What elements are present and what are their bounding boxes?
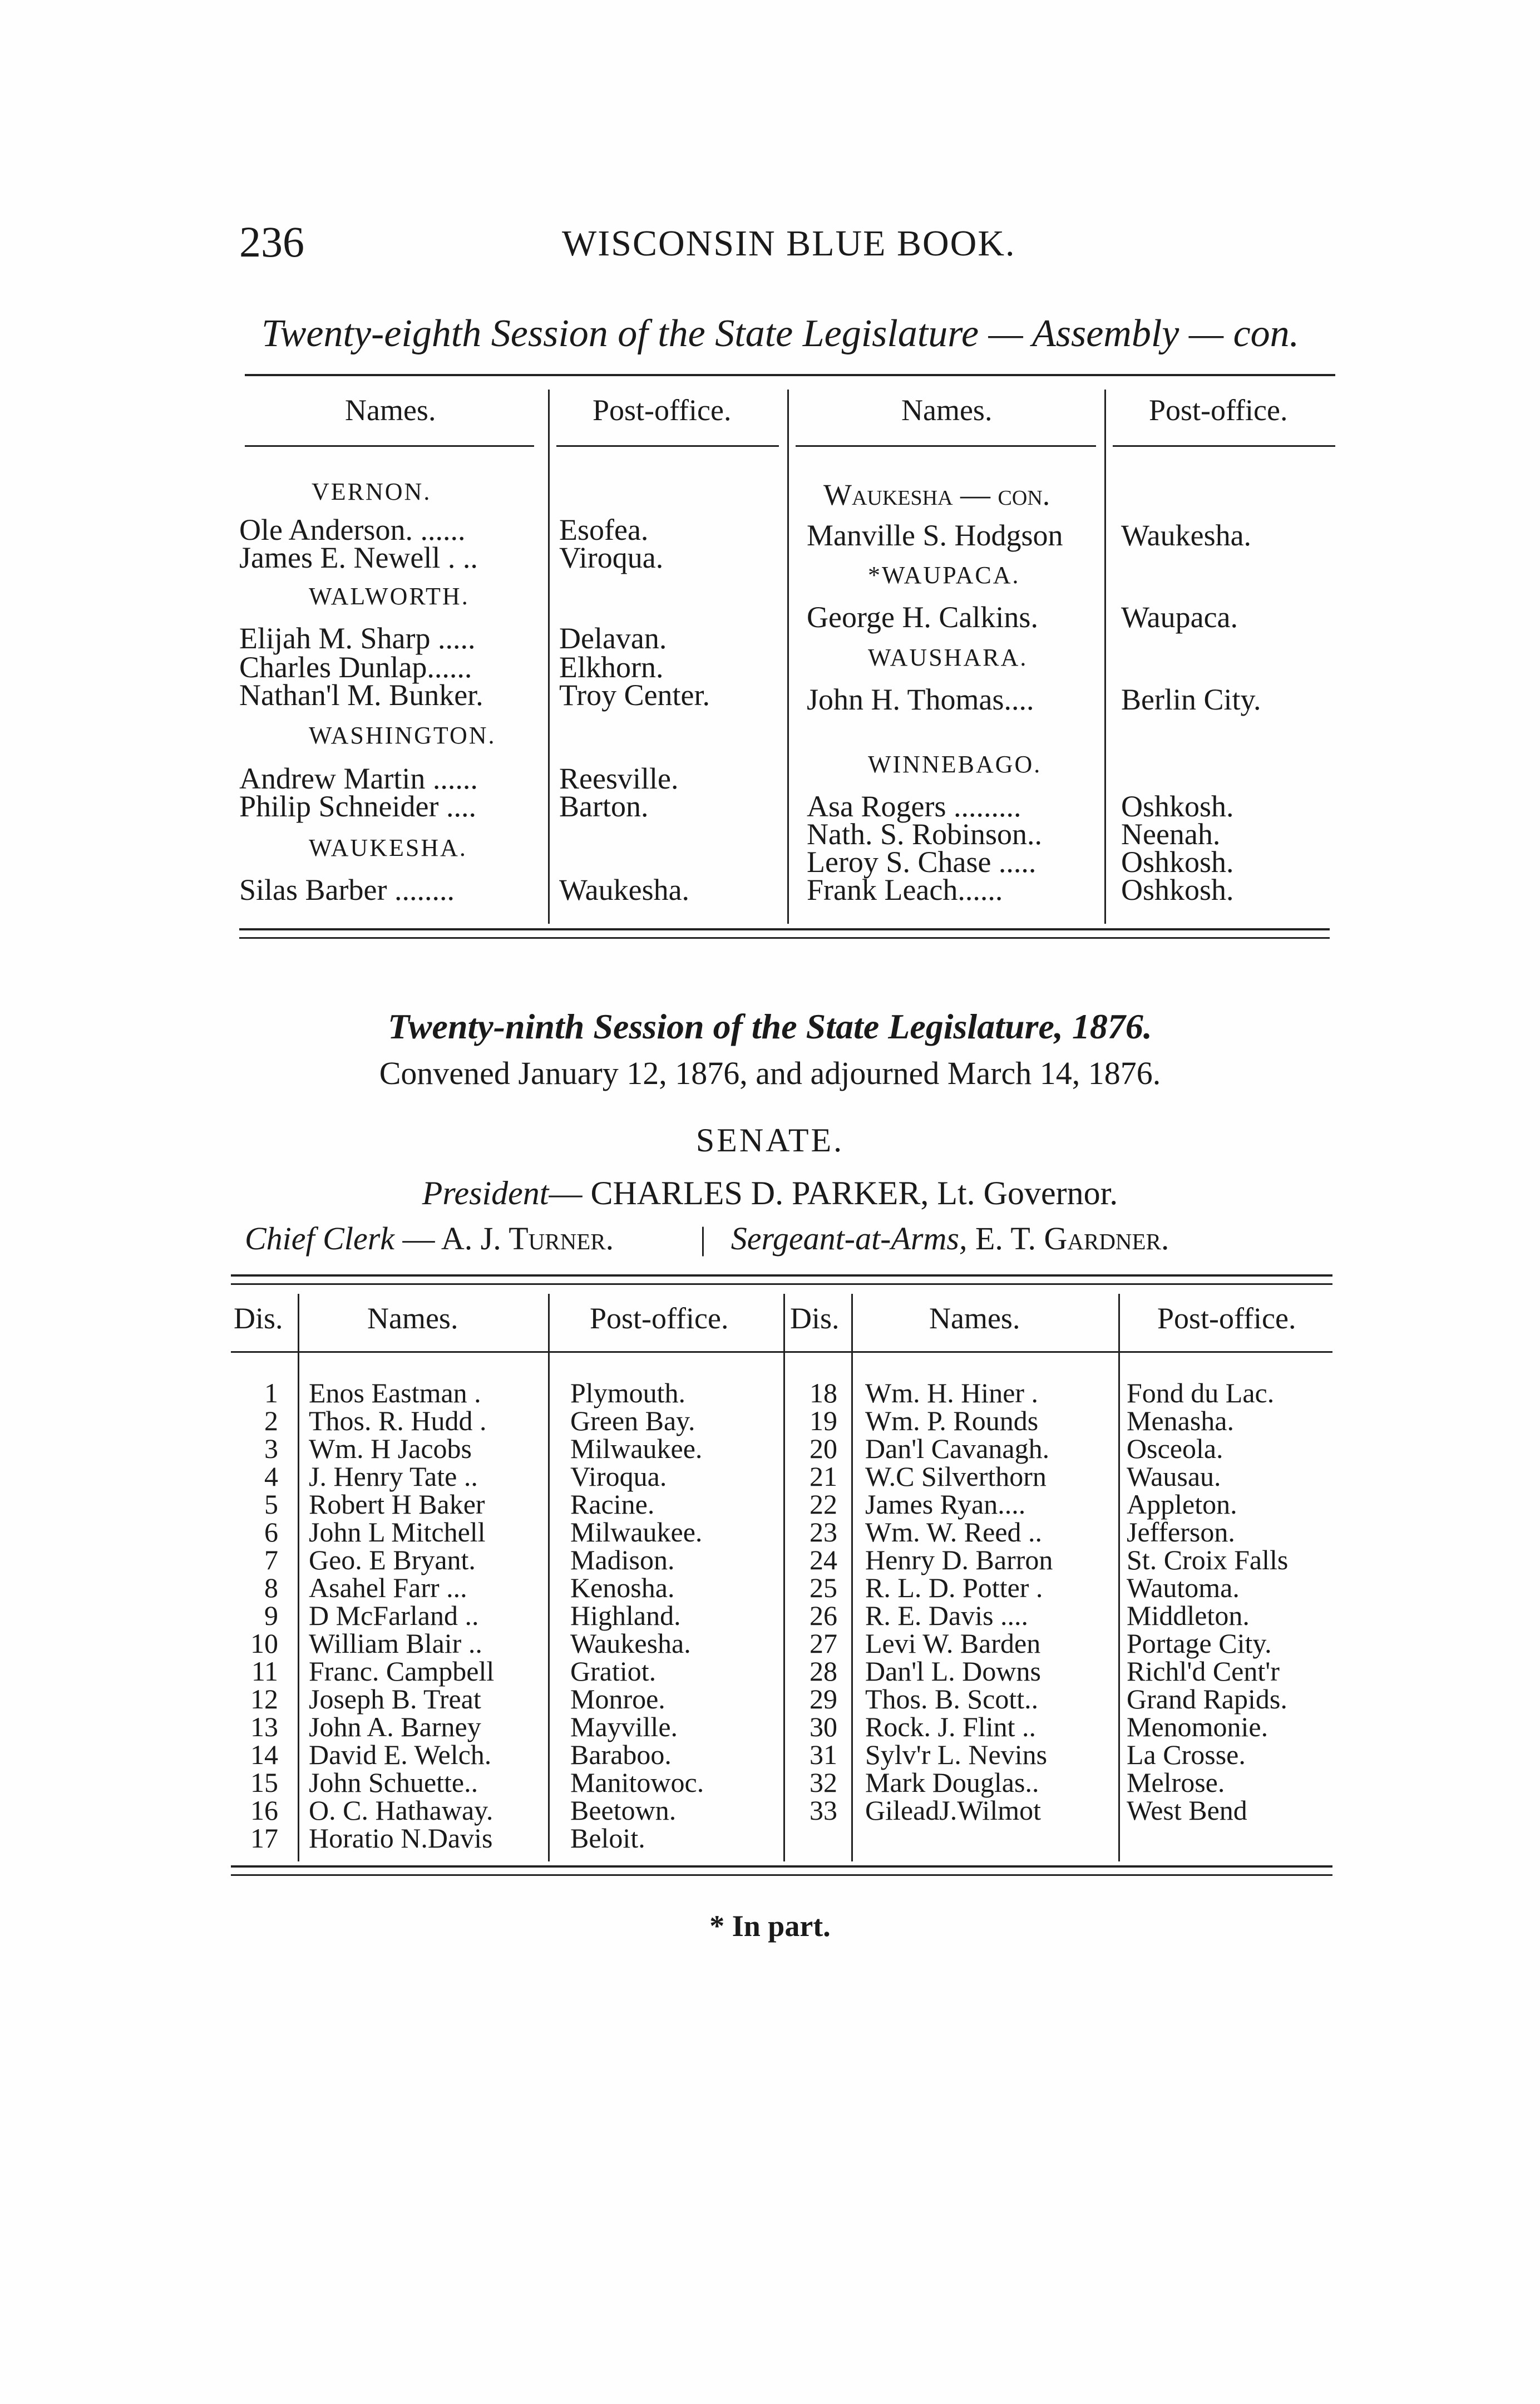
footnote: * In part. bbox=[709, 1909, 831, 1943]
member-post: Oshkosh. bbox=[1121, 845, 1234, 879]
county-waupaca: *WAUPACA. bbox=[868, 561, 1020, 589]
senator-post: St. Croix Falls bbox=[1127, 1544, 1289, 1575]
district-number: 20 bbox=[810, 1433, 837, 1464]
district-number: 27 bbox=[810, 1628, 837, 1659]
district-number: 32 bbox=[810, 1767, 837, 1798]
senator-name: Thos. R. Hudd . bbox=[309, 1405, 487, 1436]
officer-separator: | bbox=[699, 1220, 707, 1257]
senator-name: Thos. B. Scott.. bbox=[865, 1683, 1039, 1715]
member-post: Berlin City. bbox=[1121, 683, 1261, 716]
table-bottom-rule-2 bbox=[239, 937, 1330, 939]
senator-name: Horatio N.Davis bbox=[309, 1822, 493, 1854]
district-number: 3 bbox=[264, 1433, 278, 1464]
senator-name: James Ryan.... bbox=[865, 1489, 1026, 1520]
senator-name: Sylv'r L. Nevins bbox=[865, 1739, 1048, 1770]
member-name: Philip Schneider .... bbox=[239, 790, 476, 823]
member-name: Andrew Martin ...... bbox=[239, 762, 478, 795]
district-number: 26 bbox=[810, 1600, 837, 1631]
senator-post: Madison. bbox=[570, 1544, 675, 1575]
district-number: 12 bbox=[250, 1683, 278, 1715]
senator-post: Gratiot. bbox=[570, 1656, 657, 1687]
district-number: 5 bbox=[264, 1489, 278, 1520]
district-number: 1 bbox=[264, 1377, 278, 1408]
member-post: Neenah. bbox=[1121, 817, 1221, 851]
member-name: Leroy S. Chase ..... bbox=[807, 845, 1036, 879]
senator-name: Levi W. Barden bbox=[865, 1628, 1041, 1659]
member-post: Waukesha. bbox=[559, 873, 690, 907]
senator-post: Monroe. bbox=[570, 1683, 665, 1715]
member-name: Asa Rogers ......... bbox=[807, 790, 1021, 823]
senator-name: Wm. H. Hiner . bbox=[865, 1377, 1039, 1408]
senator-post: Osceola. bbox=[1127, 1433, 1223, 1464]
senator-post: Racine. bbox=[570, 1489, 655, 1520]
district-number: 4 bbox=[264, 1461, 278, 1492]
senator-name: Henry D. Barron bbox=[865, 1544, 1053, 1575]
district-number: 17 bbox=[250, 1822, 278, 1854]
senator-post: Highland. bbox=[570, 1600, 681, 1631]
senator-post: Waukesha. bbox=[570, 1628, 691, 1659]
district-number: 11 bbox=[251, 1656, 278, 1687]
senator-name: Rock. J. Flint .. bbox=[865, 1711, 1036, 1742]
president-value: — CHARLES D. PARKER, Lt. Governor. bbox=[549, 1175, 1118, 1211]
senator-post: Melrose. bbox=[1127, 1767, 1225, 1798]
district-number: 8 bbox=[264, 1572, 278, 1603]
senator-post: Mayville. bbox=[570, 1711, 678, 1742]
district-number: 10 bbox=[250, 1628, 278, 1659]
table-top-rule bbox=[231, 1274, 1332, 1277]
district-number: 28 bbox=[810, 1656, 837, 1687]
senator-post: Beetown. bbox=[570, 1795, 677, 1826]
district-number: 25 bbox=[810, 1572, 837, 1603]
district-number: 22 bbox=[810, 1489, 837, 1520]
senator-post: Viroqua. bbox=[570, 1461, 667, 1492]
senator-post: West Bend bbox=[1127, 1795, 1247, 1826]
member-post: Waupaca. bbox=[1121, 600, 1238, 634]
senator-name: Mark Douglas.. bbox=[865, 1767, 1039, 1798]
district-number: 7 bbox=[264, 1544, 278, 1575]
senator-name: GileadJ.Wilmot bbox=[865, 1795, 1041, 1826]
col-divider-2 bbox=[787, 390, 789, 924]
senator-name: John Schuette.. bbox=[309, 1767, 478, 1798]
member-name: Frank Leach...... bbox=[807, 873, 1003, 907]
senator-post: Appleton. bbox=[1127, 1489, 1237, 1520]
county-washington: WASHINGTON. bbox=[309, 722, 496, 749]
senator-post: Green Bay. bbox=[570, 1405, 695, 1436]
member-name: Charles Dunlap...... bbox=[239, 651, 472, 684]
member-name: Silas Barber ........ bbox=[239, 873, 455, 907]
district-number: 15 bbox=[250, 1767, 278, 1798]
col-divider-1 bbox=[298, 1294, 299, 1861]
member-name: George H. Calkins. bbox=[807, 600, 1038, 634]
senate-heading: SENATE. bbox=[695, 1122, 845, 1159]
county-waukesha-con: Waukesha — con. bbox=[823, 478, 1050, 511]
district-number: 16 bbox=[250, 1795, 278, 1826]
running-head: WISCONSIN BLUE BOOK. bbox=[562, 223, 1016, 264]
header-dis-left: Dis. bbox=[234, 1302, 283, 1335]
header-names-right: Names. bbox=[901, 393, 993, 427]
header-post-left: Post-office. bbox=[590, 1302, 729, 1335]
table-top-rule-2 bbox=[231, 1283, 1332, 1285]
county-vernon: VERNON. bbox=[312, 478, 432, 505]
district-number: 13 bbox=[250, 1711, 278, 1742]
district-number: 14 bbox=[250, 1739, 278, 1770]
senator-name: Joseph B. Treat bbox=[309, 1683, 481, 1715]
col-divider-4 bbox=[851, 1294, 853, 1861]
senator-post: Beloit. bbox=[570, 1822, 645, 1854]
senator-post: Fond du Lac. bbox=[1127, 1377, 1275, 1408]
county-waukesha: WAUKESHA. bbox=[309, 834, 467, 861]
county-winnebago: WINNEBAGO. bbox=[868, 751, 1042, 778]
header-post-left: Post-office. bbox=[593, 393, 732, 427]
senator-name: David E. Welch. bbox=[309, 1739, 492, 1770]
header-underline bbox=[231, 1351, 1332, 1353]
col-divider-1 bbox=[548, 390, 550, 924]
col-divider-2 bbox=[548, 1294, 550, 1861]
senator-name: J. Henry Tate .. bbox=[309, 1461, 478, 1492]
district-number: 9 bbox=[264, 1600, 278, 1631]
col-divider-3 bbox=[783, 1294, 785, 1861]
header-underline-3 bbox=[796, 445, 1096, 447]
senator-post: Jefferson. bbox=[1127, 1516, 1235, 1548]
district-number: 29 bbox=[810, 1683, 837, 1715]
header-underline-4 bbox=[1113, 445, 1335, 447]
header-names-right: Names. bbox=[929, 1302, 1020, 1335]
senator-name: R. L. D. Potter . bbox=[865, 1572, 1043, 1603]
member-name: Nathan'l M. Bunker. bbox=[239, 678, 483, 712]
session29-convened: Convened January 12, 1876, and adjourned March 14, 1876. bbox=[379, 1055, 1161, 1091]
senator-post: Menomonie. bbox=[1127, 1711, 1268, 1742]
senator-post: Wausau. bbox=[1127, 1461, 1221, 1492]
county-waushara: WAUSHARA. bbox=[868, 644, 1028, 671]
member-post: Barton. bbox=[559, 790, 649, 823]
senator-post: Middleton. bbox=[1127, 1600, 1250, 1631]
col-divider-5 bbox=[1118, 1294, 1120, 1861]
member-name: Nath. S. Robinson.. bbox=[807, 817, 1043, 851]
senator-name: Dan'l L. Downs bbox=[865, 1656, 1041, 1687]
table-bottom-rule-1 bbox=[239, 928, 1330, 930]
senator-name: W.C Silverthorn bbox=[865, 1461, 1047, 1492]
member-name: John H. Thomas.... bbox=[807, 683, 1034, 716]
member-post: Oshkosh. bbox=[1121, 790, 1234, 823]
senator-post: La Crosse. bbox=[1127, 1739, 1246, 1770]
district-number: 18 bbox=[810, 1377, 837, 1408]
district-number: 30 bbox=[810, 1711, 837, 1742]
table-bottom-rule-1 bbox=[231, 1865, 1332, 1868]
member-post: Oshkosh. bbox=[1121, 873, 1234, 907]
senator-post: Milwaukee. bbox=[570, 1516, 703, 1548]
district-number: 31 bbox=[810, 1739, 837, 1770]
session28-title: Twenty-eighth Session of the State Legislature — Assembly — con. bbox=[261, 312, 1300, 355]
district-number: 24 bbox=[810, 1544, 837, 1575]
table-bottom-rule-2 bbox=[231, 1874, 1332, 1876]
senator-name: R. E. Davis .... bbox=[865, 1600, 1029, 1631]
district-number: 23 bbox=[810, 1516, 837, 1548]
header-names-left: Names. bbox=[345, 393, 436, 427]
senator-post: Manitowoc. bbox=[570, 1767, 704, 1798]
member-post: Troy Center. bbox=[559, 678, 710, 712]
senator-post: Milwaukee. bbox=[570, 1433, 703, 1464]
senator-name: William Blair .. bbox=[309, 1628, 482, 1659]
senator-name: O. C. Hathaway. bbox=[309, 1795, 493, 1826]
president-label: President bbox=[422, 1175, 549, 1211]
member-post: Viroqua. bbox=[559, 541, 664, 574]
senator-post: Portage City. bbox=[1127, 1628, 1272, 1659]
sergeant-value: E. T. Gardner. bbox=[975, 1220, 1169, 1257]
member-post: Waukesha. bbox=[1121, 519, 1252, 552]
senator-post: Richl'd Cent'r bbox=[1127, 1656, 1280, 1687]
senator-name: Franc. Campbell bbox=[309, 1656, 495, 1687]
senator-post: Wautoma. bbox=[1127, 1572, 1240, 1603]
senator-post: Menasha. bbox=[1127, 1405, 1234, 1436]
header-post-right: Post-office. bbox=[1157, 1302, 1296, 1335]
senator-name: D McFarland .. bbox=[309, 1600, 479, 1631]
header-names-left: Names. bbox=[367, 1302, 458, 1335]
senator-name: Robert H Baker bbox=[309, 1489, 485, 1520]
senator-name: Wm. P. Rounds bbox=[865, 1405, 1039, 1436]
county-walworth: WALWORTH. bbox=[309, 583, 470, 610]
district-number: 33 bbox=[810, 1795, 837, 1826]
officers-line bbox=[245, 1220, 1169, 1257]
table-top-rule bbox=[245, 374, 1335, 376]
page-number: 236 bbox=[239, 218, 304, 266]
district-number: 2 bbox=[264, 1405, 278, 1436]
session29-title: Twenty-ninth Session of the State Legislature, 1876. bbox=[388, 1007, 1152, 1046]
chief-clerk-label: Chief Clerk bbox=[245, 1220, 395, 1257]
member-name: James E. Newell . .. bbox=[239, 541, 478, 574]
chief-clerk-value: — A. J. Turner. bbox=[402, 1220, 614, 1257]
district-number: 19 bbox=[810, 1405, 837, 1436]
senator-name: Enos Eastman . bbox=[309, 1377, 481, 1408]
senator-name: Dan'l Cavanagh. bbox=[865, 1433, 1050, 1464]
col-divider-3 bbox=[1104, 390, 1106, 924]
sergeant-label: Sergeant-at-Arms, bbox=[730, 1220, 968, 1257]
header-underline-1 bbox=[245, 445, 534, 447]
senator-post: Grand Rapids. bbox=[1127, 1683, 1287, 1715]
district-number: 21 bbox=[810, 1461, 837, 1492]
member-name: Elijah M. Sharp ..... bbox=[239, 622, 476, 655]
member-post: Esofea. bbox=[559, 513, 649, 546]
senator-post: Plymouth. bbox=[570, 1377, 685, 1408]
member-name: Ole Anderson. ...... bbox=[239, 513, 466, 546]
senator-name: Wm. H Jacobs bbox=[309, 1433, 472, 1464]
member-name: Manville S. Hodgson bbox=[807, 519, 1063, 552]
senator-name: Asahel Farr ... bbox=[309, 1572, 467, 1603]
header-dis-right: Dis. bbox=[790, 1302, 840, 1335]
district-number: 6 bbox=[264, 1516, 278, 1548]
senator-name: Wm. W. Reed .. bbox=[865, 1516, 1043, 1548]
senator-post: Kenosha. bbox=[570, 1572, 675, 1603]
senator-post: Baraboo. bbox=[570, 1739, 672, 1770]
senator-name: Geo. E Bryant. bbox=[309, 1544, 476, 1575]
member-post: Reesville. bbox=[559, 762, 679, 795]
president-line bbox=[0, 1174, 1540, 1213]
member-post: Elkhorn. bbox=[559, 651, 664, 684]
member-post: Delavan. bbox=[559, 622, 667, 655]
header-underline-2 bbox=[556, 445, 779, 447]
header-post-right: Post-office. bbox=[1149, 393, 1288, 427]
senator-name: John L Mitchell bbox=[309, 1516, 486, 1548]
senator-name: John A. Barney bbox=[309, 1711, 481, 1742]
